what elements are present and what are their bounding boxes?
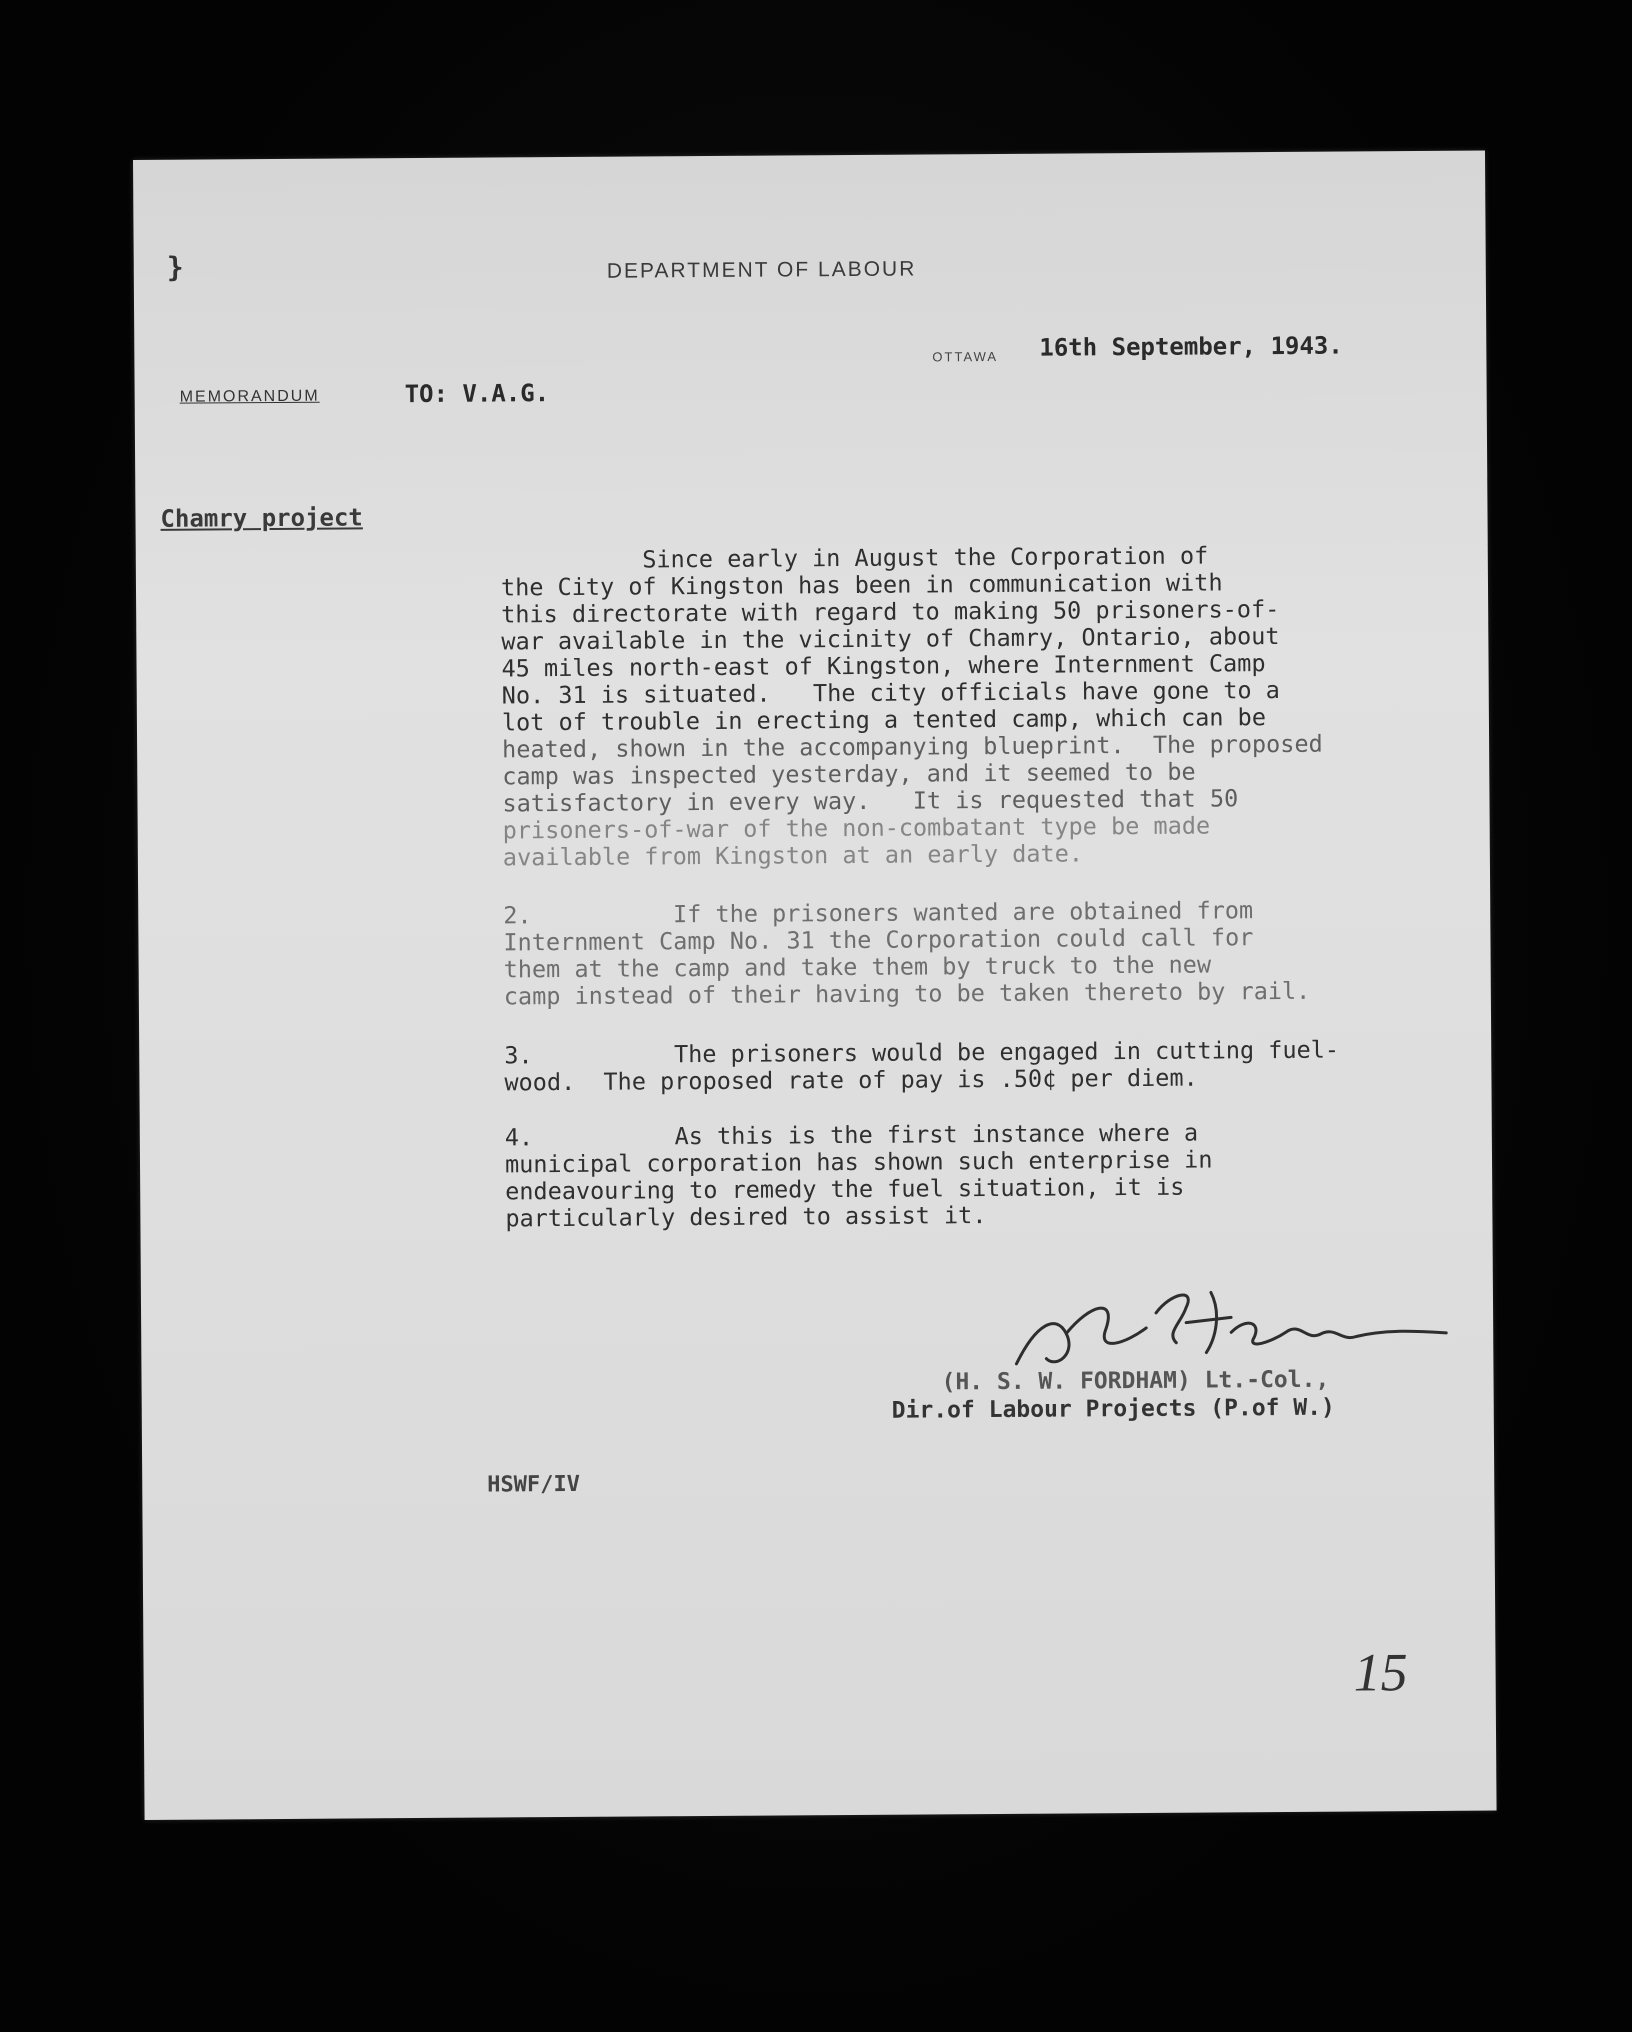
text-line: this directorate with regard to making 50 prisoners-of-	[501, 595, 1280, 629]
text-line: 45 miles north-east of Kingston, where Internment Camp	[501, 649, 1266, 683]
text-line: camp was inspected yesterday, and it seemed to be	[502, 757, 1196, 791]
text-line: 3. The prisoners would be engaged in cutting fuel-	[504, 1035, 1340, 1070]
memo-page	[133, 151, 1497, 1820]
margin-mark: }	[166, 250, 184, 284]
memorandum-label: MEMORANDUM	[179, 387, 320, 406]
text-line: lot of trouble in erecting a tented camp, which can be	[501, 703, 1267, 737]
paragraph-1	[501, 541, 1463, 872]
text-line: the City of Kingston has been in communication with	[500, 568, 1223, 602]
text-line: satisfactory in every way. It is requested that 50	[502, 784, 1239, 818]
text-line: camp instead of their having to be taken thereto by rail.	[503, 976, 1311, 1011]
text-line: particularly desired to assist it.	[505, 1201, 987, 1233]
text-line: 4. As this is the first instance where a	[504, 1118, 1199, 1152]
subject-line: Chamry project	[160, 503, 363, 533]
city-label: OTTAWA	[932, 348, 999, 365]
text-line: Internment Camp No. 31 the Corporation could call for	[503, 923, 1254, 957]
text-line: municipal corporation has shown such enterprise in	[504, 1145, 1213, 1179]
reference-initials: HSWF/IV	[487, 1471, 581, 1498]
text-line: available from Kingston at an early date.	[502, 839, 1084, 872]
text-line: endeavouring to remedy the fuel situation, it is	[505, 1172, 1185, 1206]
text-line: 2. If the prisoners wanted are obtained from	[503, 896, 1254, 930]
memo-date: 16th September, 1943.	[1039, 331, 1343, 362]
memo-recipient: TO: V.A.G.	[404, 379, 550, 409]
signer-title: Dir.of Labour Projects (P.of W.)	[891, 1394, 1335, 1424]
paragraph-3	[504, 1036, 1464, 1097]
signer-name: (H. S. W. FORDHAM) Lt.-Col.,	[941, 1366, 1330, 1396]
text-line: Since early in August the Corporation of	[500, 541, 1209, 575]
text-line: prisoners-of-war of the non-combatant type be made	[502, 811, 1211, 845]
paragraph-2	[503, 896, 1464, 1011]
text-line: No. 31 is situated. The city officials have gone to a	[501, 676, 1280, 710]
text-line: war available in the vicinity of Chamry, Ontario, about	[501, 622, 1280, 656]
text-line: wood. The proposed rate of pay is .50¢ per diem.	[504, 1063, 1198, 1097]
page-number: 15	[1353, 1642, 1408, 1703]
text-line: them at the camp and take them by truck to the new	[503, 950, 1212, 984]
text-line: heated, shown in the accompanying blueprint. The proposed	[502, 729, 1323, 764]
department-header: DEPARTMENT OF LABOUR	[606, 257, 917, 283]
paragraph-4	[505, 1118, 1466, 1233]
